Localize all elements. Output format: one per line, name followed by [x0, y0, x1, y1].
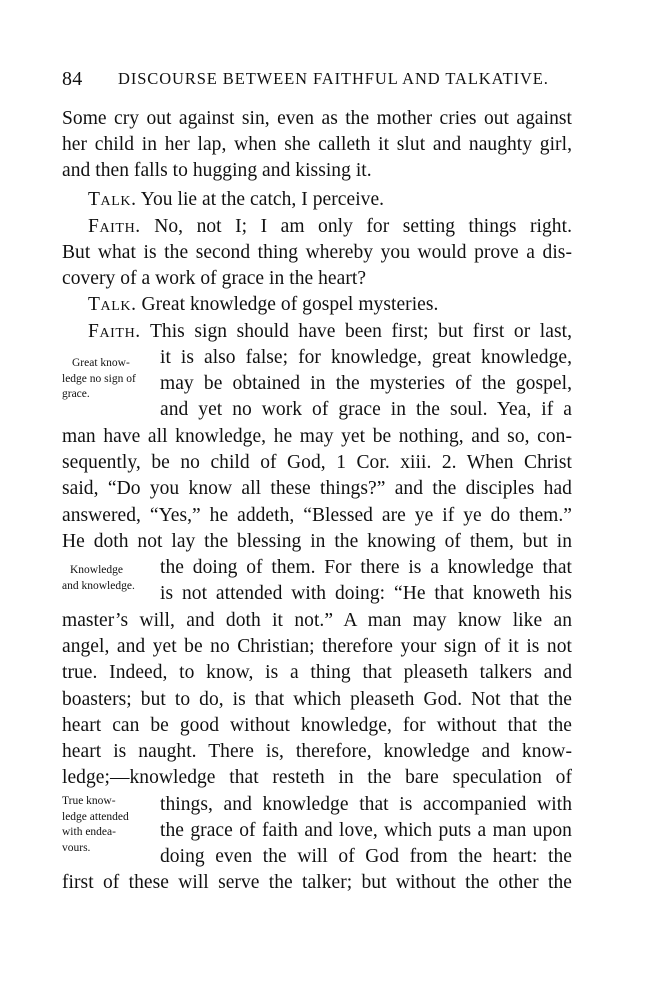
text-line: is not attended with doing: “He that knoweth his [160, 583, 572, 604]
marginal-note: True know- ledge attended with endea- vours. [62, 795, 129, 854]
speaker-label: Talk. [88, 294, 137, 315]
text-line: first of these will serve the talker; but without the other the [62, 872, 572, 893]
text-line: doing even the will of God from the heart: the [160, 846, 572, 867]
marginal-note: Great know- ledge no sign of grace. [62, 357, 136, 400]
speaker-label: Faith. [88, 321, 141, 342]
text-line: may be obtained in the mysteries of the gospel, [160, 373, 572, 394]
text-line: boasters; but to do, is that which pleaseth God. Not that the [62, 689, 572, 710]
running-title: DISCOURSE BETWEEN FAITHFUL AND TALKATIVE. [118, 69, 549, 88]
dialogue-line [88, 187, 572, 213]
marginal-note: Knowledge and knowledge. [62, 564, 135, 592]
text-line: her child in her lap, when she calleth it slut and naughty girl, [62, 134, 572, 155]
text-line: But what is the second thing whereby you would prove a dis- [62, 242, 572, 263]
text-line: things, and knowledge that is accompanied with [160, 794, 572, 815]
text-line: it is also false; for knowledge, great knowledge, [160, 347, 572, 368]
text-line: heart is naught. There is, therefore, knowledge and know- [62, 741, 572, 762]
dialogue-text: Great knowledge of gospel mysteries. [141, 294, 439, 315]
text-line: covery of a work of grace in the heart? [62, 268, 367, 289]
text-line: ledge;—knowledge that resteth in the bare speculation of [62, 767, 572, 788]
speaker-label: Faith. [88, 216, 141, 237]
text-line: angel, and yet be no Christian; therefore your sign of it is not [62, 636, 572, 657]
text-line: answered, “Yes,” he addeth, “Blessed are ye if ye do them.” [62, 505, 572, 526]
text-line: Some cry out against sin, even as the mother cries out against [62, 108, 572, 129]
dialogue-line [88, 319, 572, 345]
dialogue-text: You lie at the catch, I perceive. [140, 189, 385, 210]
text-line: heart can be good without knowledge, for without that the [62, 715, 572, 736]
text-line: and then falls to hugging and kissing it. [62, 160, 372, 181]
page-number: 84 [62, 68, 83, 90]
text-line: the doing of them. For there is a knowledge that [160, 557, 572, 578]
page-header [62, 68, 582, 92]
text-line: said, “Do you know all these things?” and the disciples had [62, 478, 572, 499]
dialogue-line [88, 292, 572, 318]
text-line: the grace of faith and love, which puts a man upon [160, 820, 572, 841]
text-line: sequently, be no child of God, 1 Cor. xiii. 2. When Christ [62, 452, 572, 473]
dialogue-line [88, 214, 572, 240]
text-line: master’s will, and doth it not.” A man may know like an [62, 610, 572, 631]
text-line: He doth not lay the blessing in the knowing of them, but in [62, 531, 572, 552]
dialogue-text: No, not I; I am only for setting things right. [154, 216, 572, 237]
text-line: true. Indeed, to know, is a thing that pleaseth talkers and [62, 662, 572, 683]
text-line: man have all knowledge, he may yet be nothing, and so, con- [62, 426, 572, 447]
text-line: and yet no work of grace in the soul. Yea, if a [160, 399, 572, 420]
speaker-label: Talk. [88, 189, 137, 210]
dialogue-text: This sign should have been first; but first or last, [149, 321, 572, 342]
